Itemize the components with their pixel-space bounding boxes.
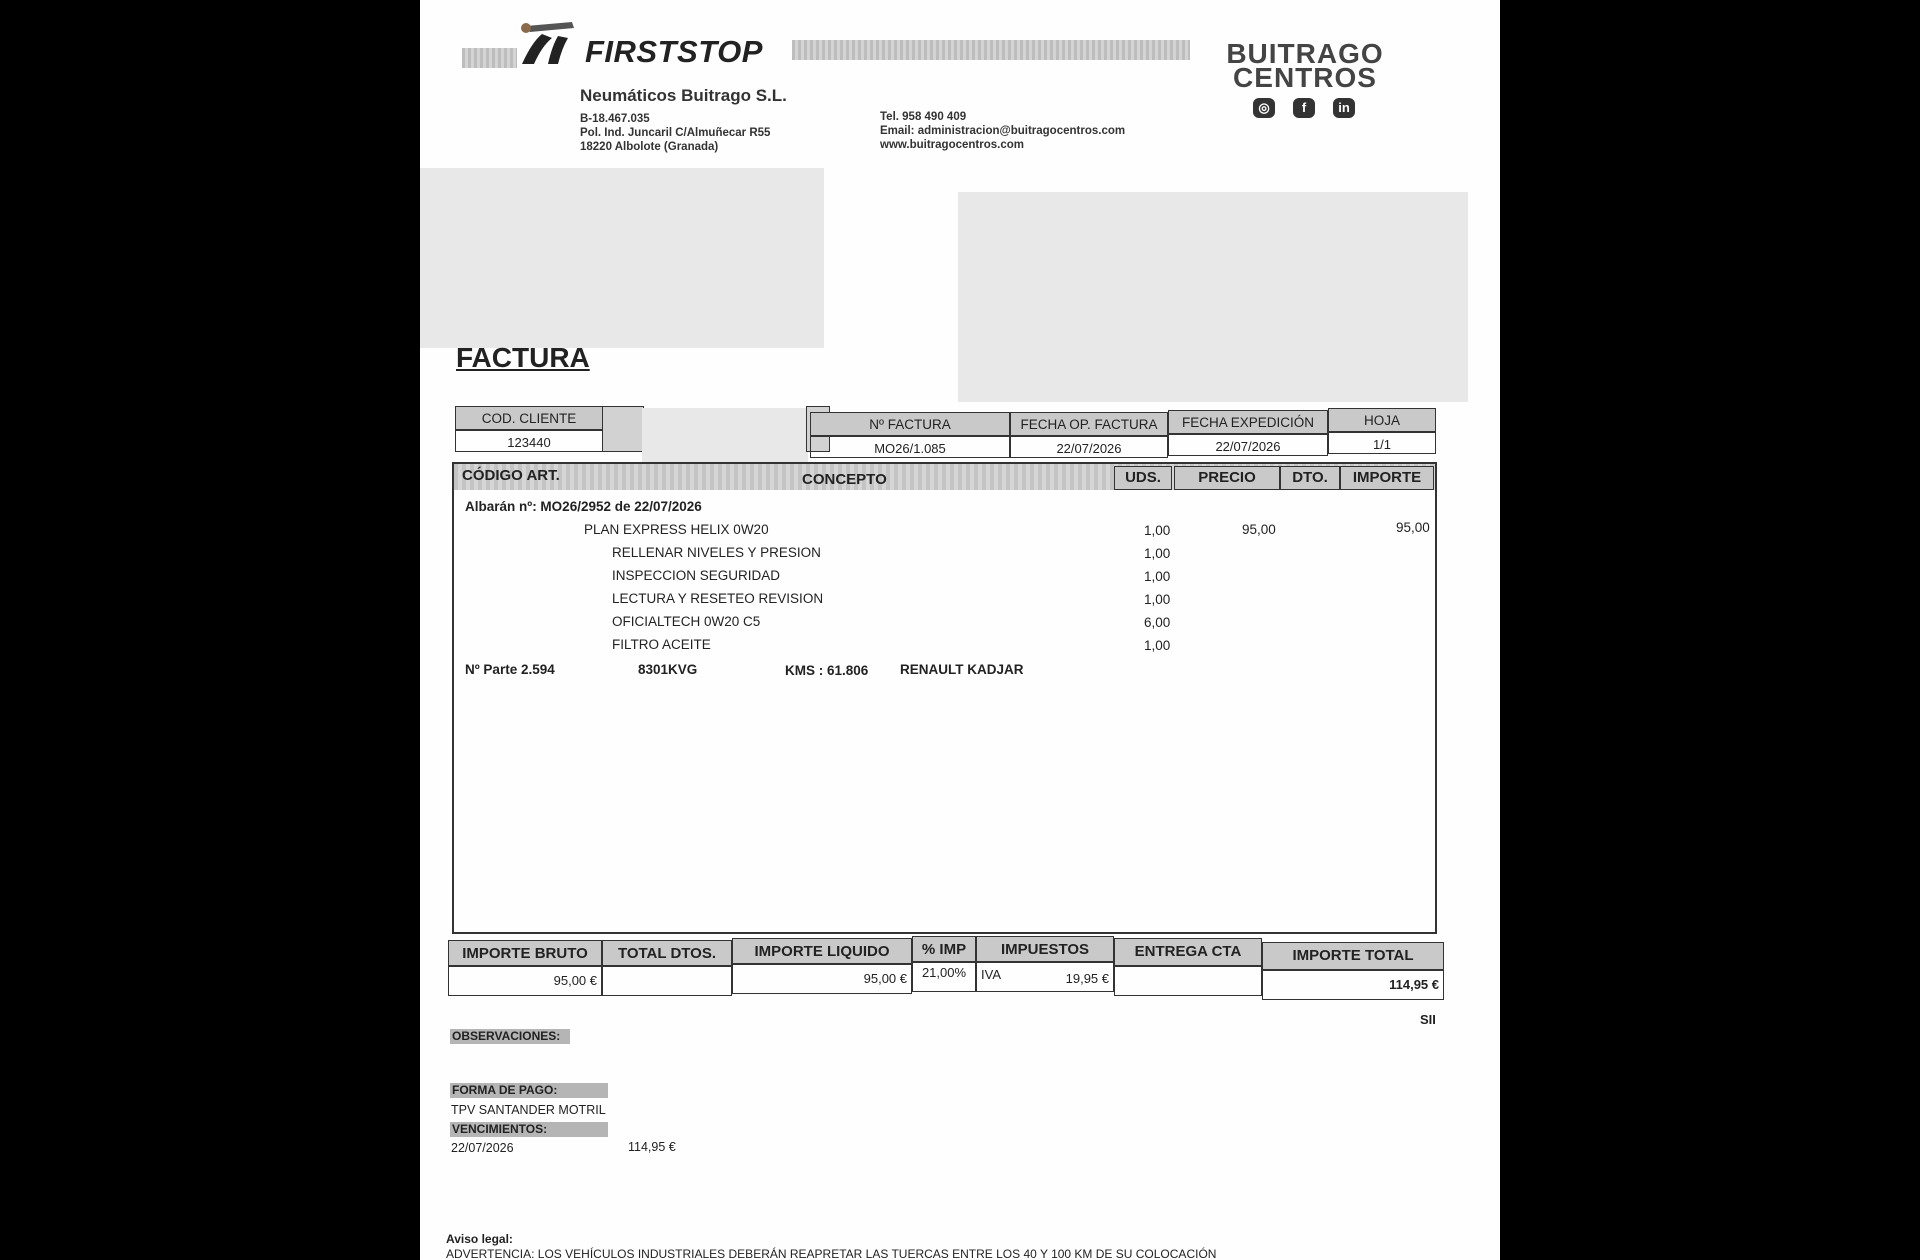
line-item-uds: 1,00 xyxy=(1144,638,1171,653)
parte-number: Nº Parte 2.594 xyxy=(465,662,555,677)
document-title: FACTURA xyxy=(456,342,590,373)
header-band-middle xyxy=(792,40,1190,60)
importe-total-value: 114,95 € xyxy=(1262,970,1444,1000)
n-factura-value: MO26/1.085 xyxy=(810,436,1010,458)
n-factura-header: Nº FACTURA xyxy=(810,412,1010,436)
line-item-precio: 95,00 xyxy=(1242,522,1276,537)
pct-imp-value: 21,00% xyxy=(912,962,976,992)
company-contact: Tel. 958 490 409 Email: administracion@buitragocentros.com www.buitragocentros.com xyxy=(880,111,1126,151)
hoja-value: 1/1 xyxy=(1328,432,1436,454)
header-band-left xyxy=(462,48,517,68)
col-importe: IMPORTE xyxy=(1340,466,1434,490)
line-item-concepto: PLAN EXPRESS HELIX 0W20 xyxy=(584,522,769,537)
entrega-cta-header: ENTREGA CTA xyxy=(1114,938,1262,966)
linkedin-icon: in xyxy=(1333,98,1355,118)
vencimiento-fecha: 22/07/2026 xyxy=(451,1141,514,1155)
line-item-concepto: FILTRO ACEITE xyxy=(612,637,711,652)
client-name-cell xyxy=(602,406,644,452)
redacted-block-left xyxy=(420,168,824,348)
impuestos-header: IMPUESTOS xyxy=(976,936,1114,962)
importe-bruto-value: 95,00 € xyxy=(448,966,602,996)
observaciones-label: OBSERVACIONES: xyxy=(450,1029,570,1044)
cod-cliente-value: 123440 xyxy=(455,430,603,452)
col-concepto: CONCEPTO xyxy=(802,471,887,488)
pct-imp-header: % IMP xyxy=(912,936,976,962)
aviso-legal-text: ADVERTENCIA: LOS VEHÍCULOS INDUSTRIALES DEBERÁN REAPRETAR LAS TUERCAS ENTRE LOS 40 Y 100 KM DE SU COLOCACIÓN xyxy=(446,1247,1217,1260)
line-item-concepto: LECTURA Y RESETEO REVISION xyxy=(612,591,824,606)
invoice-page xyxy=(420,0,1500,1260)
fecha-exp-header: FECHA EXPEDICIÓN xyxy=(1168,410,1328,434)
line-item-uds: 6,00 xyxy=(1144,615,1171,630)
redacted-client-name xyxy=(642,408,808,462)
sii-mark: SII xyxy=(1420,1012,1436,1027)
impuesto-tipo: IVA xyxy=(981,967,1001,982)
importe-total-header: IMPORTE TOTAL xyxy=(1262,942,1444,970)
entrega-cta-value xyxy=(1114,966,1262,996)
firststop-logo-icon xyxy=(512,12,592,68)
redacted-block-right xyxy=(958,192,1468,402)
kms-reading: KMS : 61.806 xyxy=(785,663,869,678)
line-item-uds: 1,00 xyxy=(1144,569,1171,584)
line-item-concepto: RELLENAR NIVELES Y PRESION xyxy=(612,545,821,560)
total-dtos-header: TOTAL DTOS. xyxy=(602,940,732,966)
matricula: 8301KVG xyxy=(638,662,698,677)
hoja-header: HOJA xyxy=(1328,408,1436,432)
vencimiento-importe: 114,95 € xyxy=(628,1140,676,1154)
importe-liquido-header: IMPORTE LIQUIDO xyxy=(732,938,912,964)
col-dto: DTO. xyxy=(1280,466,1340,490)
albaran-line: Albarán nº: MO26/2952 de 22/07/2026 xyxy=(465,499,702,514)
firststop-brand: FIRSTSTOP xyxy=(585,34,763,69)
facebook-icon: f xyxy=(1293,98,1315,118)
instagram-icon: ◎ xyxy=(1253,98,1275,118)
impuestos-value-cell xyxy=(976,962,1114,992)
line-item-uds: 1,00 xyxy=(1144,523,1171,538)
company-name: Neumáticos Buitrago S.L. xyxy=(580,86,787,105)
col-uds: UDS. xyxy=(1114,466,1172,490)
col-codigo-art: CÓDIGO ART. xyxy=(462,467,560,484)
buitrago-centros-logo: BUITRAGO CENTROS xyxy=(1226,38,1384,93)
forma-pago-label: FORMA DE PAGO: xyxy=(450,1083,608,1098)
line-item-uds: 1,00 xyxy=(1144,546,1171,561)
importe-bruto-header: IMPORTE BRUTO xyxy=(448,940,602,966)
forma-pago-value: TPV SANTANDER MOTRIL xyxy=(451,1103,606,1117)
line-item-importe: 95,00 xyxy=(1396,520,1430,535)
vehicle-model: RENAULT KADJAR xyxy=(900,662,1024,677)
importe-liquido-value: 95,00 € xyxy=(732,964,912,994)
impuestos-value: 19,95 € xyxy=(1065,971,1109,986)
cod-cliente-header: COD. CLIENTE xyxy=(455,406,603,430)
line-item-uds: 1,00 xyxy=(1144,592,1171,607)
aviso-legal-label: Aviso legal: xyxy=(446,1232,513,1246)
fecha-exp-value: 22/07/2026 xyxy=(1168,434,1328,456)
col-precio: PRECIO xyxy=(1174,466,1280,490)
vencimientos-label: VENCIMIENTOS: xyxy=(450,1122,608,1137)
line-item-concepto: INSPECCION SEGURIDAD xyxy=(612,568,781,583)
line-item-concepto: OFICIALTECH 0W20 C5 xyxy=(612,614,761,629)
fecha-op-value: 22/07/2026 xyxy=(1010,436,1168,458)
fecha-op-header: FECHA OP. FACTURA xyxy=(1010,412,1168,436)
total-dtos-value xyxy=(602,966,732,996)
company-address: B-18.467.035 Pol. Ind. Juncaril C/Almuñecar R55 18220 Albolote (Granada) xyxy=(580,113,771,153)
